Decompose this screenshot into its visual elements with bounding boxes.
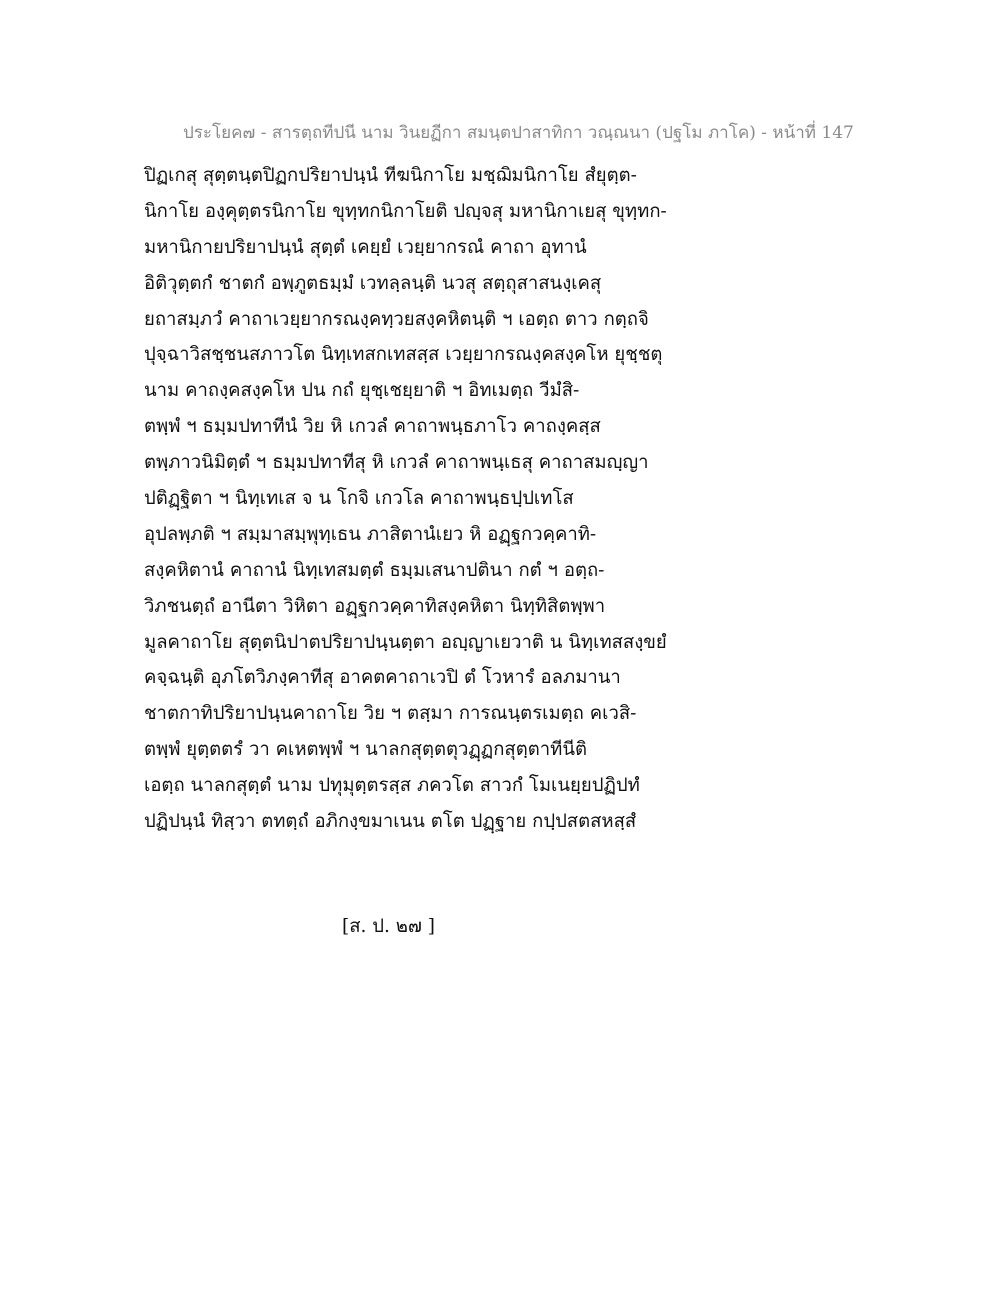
text-line: ปิฏเกสุ สุตฺตนฺตปิฏกปริยาปนฺนํ ทีฆนิกาโย มชฺฌิมนิกาโย สํยุตฺต- xyxy=(144,165,637,186)
text-line: สงฺคหิตานํ คาถานํ นิทฺเทสมตฺตํ ธมฺมเสนาปตินา กตํ ฯ อตฺถ- xyxy=(144,559,605,581)
running-header: ประโยค๗ - สารตฺถทีปนี นาม วินยฏีกา สมนฺตปาสาทิกา วณฺณนา (ปฐโม ภาโค) - หน้าที่ 147 xyxy=(183,123,854,143)
text-line: มหานิกายปริยาปนฺนํ สุตฺตํ เคยฺยํ เวยฺยากรณํ คาถา อุทานํ xyxy=(144,236,587,258)
text-line: ยถาสมฺภวํ คาถาเวยฺยากรณงฺคทฺวยสงฺคหิตนฺติ ฯ เอตฺถ ตาว กตฺถจิ xyxy=(144,308,649,330)
text-line: ปติฏฺฐิตา ฯ นิทฺเทเส จ น โกจิ เกวโล คาถาพนฺธปฺปเทโส xyxy=(144,488,574,510)
text-line: อิติวุตฺตกํ ชาตกํ อพฺภูตธมฺมํ เวทลฺลนฺติ นวสุ สตฺถุสาสนงฺเคสุ xyxy=(144,272,602,294)
text-line: ตพฺพํ ฯ ธมฺมปทาทีนํ วิย หิ เกวลํ คาถาพนฺธภาโว คาถงฺคสฺส xyxy=(144,416,601,438)
body-text xyxy=(144,158,704,840)
text-line: วิภชนตฺถํ อานีตา วิหิตา อฏฺฐกวคฺคาทิสงฺคหิตา นิทฺทิสิตพฺพา xyxy=(144,595,606,617)
text-line: นิกาโย องฺคุตฺตรนิกาโย ขุทฺทกนิกาโยติ ปญฺจสุ มหานิกาเยสุ ขุทฺทก- xyxy=(144,200,667,222)
text-line: มูลคาถาโย สุตฺตนิปาตปริยาปนฺนตฺตา อญฺญาเยวาติ น นิทฺเทสสงฺขยํ xyxy=(144,631,667,653)
page-reference: [ส. ป. ๒๗ ] xyxy=(342,916,435,937)
text-line: นาม คาถงฺคสงฺคโห ปน กถํ ยุชฺเชยฺยาติ ฯ อิทเมตฺถ วีมํสิ- xyxy=(144,380,580,402)
text-line: เอตฺถ นาลกสุตฺตํ นาม ปทุมุตฺตรสฺส ภควโต สาวกํ โมเนยฺยปฏิปทํ xyxy=(144,775,640,797)
text-line: ปุจฺฉาวิสชฺชนสภาวโต นิทฺเทสกเทสสฺส เวยฺยากรณงฺคสงฺคโห ยุชฺชตุ xyxy=(144,344,663,366)
text-line: ชาตกาทิปริยาปนฺนคาถาโย วิย ฯ ตสฺมา การณนฺตรเมตฺถ คเวสิ- xyxy=(144,703,637,725)
text-line: คจฺฉนฺติ อุภโตวิภงฺคาทีสุ อาคตคาถาเวปิ ตํ โวหารํ อลภมานา xyxy=(144,667,621,689)
text-line: อุปลพฺภติ ฯ สมฺมาสมฺพุทฺเธน ภาสิตานํเยว หิ อฏฺฐกวคฺคาทิ- xyxy=(144,523,597,545)
text-line: ตพฺพํ ยุตฺตตรํ วา คเหตพฺพํ ฯ นาลกสุตฺตตุวฏฺฏกสุตฺตาทีนีติ xyxy=(144,739,587,761)
text-line: ตพฺภาวนิมิตฺตํ ฯ ธมฺมปทาทีสุ หิ เกวลํ คาถาพนฺเธสุ คาถาสมญฺญา xyxy=(144,452,649,474)
text-line: ปฏิปนฺนํ ทิสฺวา ตทตฺถํ อภิกงฺขมาเนน ตโต ปฏฺฐาย กปฺปสตสหสฺสํ xyxy=(144,811,637,833)
